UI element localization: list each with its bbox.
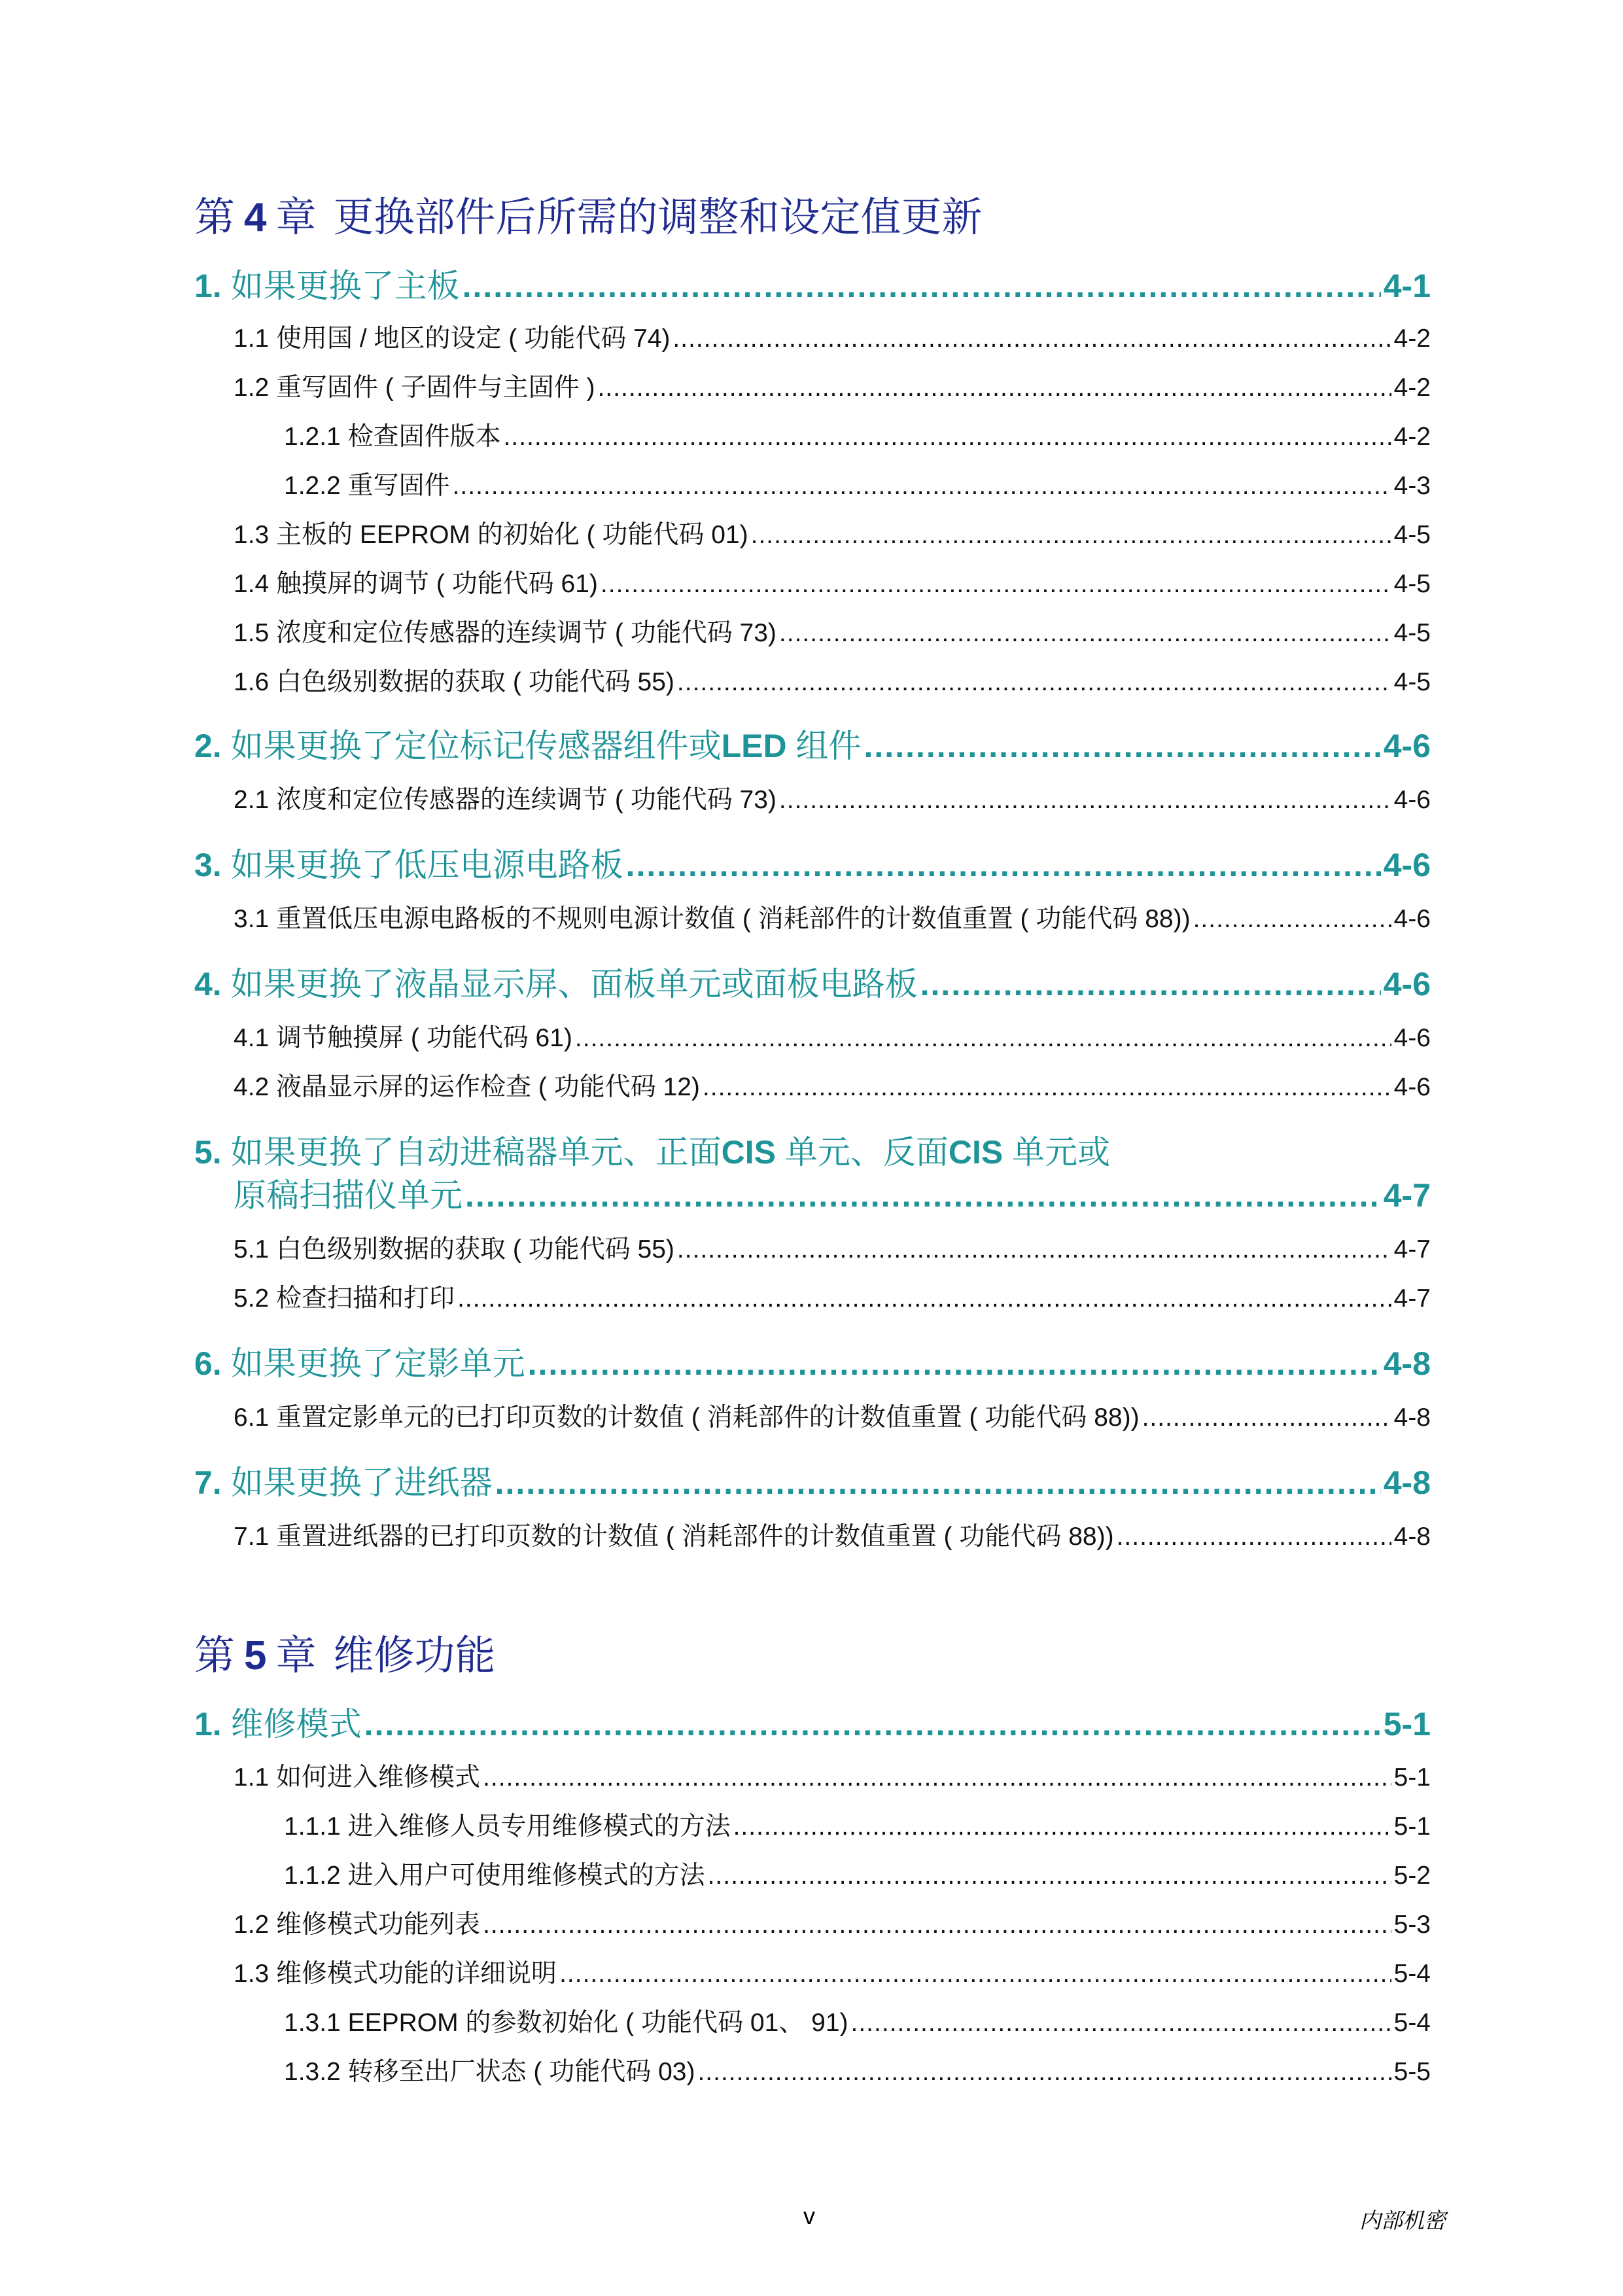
- entry-text: 1.2.2 重写固件: [284, 472, 450, 500]
- dot-leader: [364, 1705, 1381, 1743]
- section-title-c: 单元或: [1012, 1134, 1111, 1171]
- toc-section-1[interactable]: [194, 260, 1431, 307]
- page-number: 4-2: [1393, 374, 1431, 402]
- dot-leader: [851, 2009, 1391, 2038]
- section-title: 维修模式: [230, 1706, 362, 1742]
- dot-leader: [920, 965, 1381, 1003]
- section-title-cis1: CIS: [721, 1134, 776, 1171]
- chapter-title: 更换部件后所需的调整和设定值更新: [333, 195, 983, 240]
- toc-section-6[interactable]: [194, 1337, 1431, 1385]
- page-number: 5-4: [1393, 1960, 1431, 1988]
- page-number: 4-5: [1393, 619, 1431, 647]
- section-number: 3.: [194, 847, 222, 883]
- toc-ch5-entry-1-1-2[interactable]: [284, 1855, 1431, 1892]
- chapter-prefix: 第: [194, 195, 236, 240]
- toc-ch5-entry-1-1[interactable]: [234, 1757, 1431, 1793]
- page-number: 4-6: [1393, 1024, 1431, 1052]
- page-number: 5-3: [1393, 1911, 1431, 1939]
- chapter-prefix: 第: [194, 1633, 236, 1678]
- dot-leader: [504, 423, 1391, 451]
- chapter-title: 维修功能: [333, 1633, 496, 1678]
- dot-leader: [453, 472, 1391, 501]
- dot-leader: [465, 1176, 1381, 1214]
- section-number: 4.: [194, 966, 222, 1002]
- toc-entry-1-1[interactable]: [234, 318, 1431, 355]
- page-number: 4-6: [1393, 1073, 1431, 1101]
- page-number: 4-7: [1383, 1177, 1431, 1214]
- entry-text: 6.1 重置定影单元的已打印页数的计数值 ( 消耗部件的计数值重置 ( 功能代码 88)): [234, 1404, 1140, 1432]
- page-number: 4-6: [1393, 905, 1431, 933]
- dot-leader: [779, 619, 1391, 648]
- entry-text: 1.3 维修模式功能的详细说明: [234, 1960, 557, 1988]
- entry-text: 1.3 主板的 EEPROM 的初始化 ( 功能代码 01): [234, 521, 748, 549]
- entry-text: 1.1.2 进入用户可使用维修模式的方法: [284, 1862, 705, 1890]
- entry-text: 1.4 触摸屏的调节 ( 功能代码 61): [234, 570, 598, 598]
- section-title: 如果更换了定影单元: [230, 1345, 525, 1382]
- toc-section-7[interactable]: [194, 1457, 1431, 1504]
- toc-entry-6-1[interactable]: [234, 1397, 1431, 1434]
- chapter-4-heading: [194, 185, 983, 243]
- toc-entry-1-3[interactable]: [234, 514, 1431, 551]
- entry-text: 3.1 重置低压电源电路板的不规则电源计数值 ( 消耗部件的计数值重置 ( 功能代码 88)): [234, 905, 1191, 933]
- section-title-b: 组件: [795, 728, 862, 764]
- section-title-cis2: CIS: [948, 1134, 1003, 1171]
- dot-leader: [708, 1862, 1391, 1890]
- section-number: 2.: [194, 728, 222, 764]
- dot-leader: [864, 727, 1381, 765]
- section-title-line2: 原稿扫描仪单元: [234, 1177, 462, 1214]
- toc-ch5-entry-1-3-2[interactable]: [284, 2051, 1431, 2088]
- dot-leader: [733, 1812, 1391, 1841]
- dot-leader: [559, 1960, 1391, 1988]
- footer-page-number: v: [803, 2202, 815, 2229]
- section-title: 如果更换了进纸器: [230, 1464, 493, 1501]
- page-number: 4-6: [1383, 728, 1431, 764]
- dot-leader: [677, 668, 1391, 697]
- toc-ch5-section-1[interactable]: [194, 1698, 1431, 1745]
- dot-leader: [751, 521, 1391, 550]
- entry-text: 5.1 白色级别数据的获取 ( 功能代码 55): [234, 1235, 674, 1263]
- toc-ch5-entry-1-2[interactable]: [234, 1904, 1431, 1941]
- page-number: 4-3: [1393, 472, 1431, 500]
- section-title: 如果更换了主板: [230, 268, 460, 304]
- toc-entry-1-5[interactable]: [234, 612, 1431, 649]
- page-number: 4-7: [1393, 1235, 1431, 1263]
- dot-leader: [601, 570, 1391, 599]
- dot-leader: [483, 1763, 1391, 1792]
- page-number: 4-5: [1393, 570, 1431, 598]
- entry-text: 7.1 重置进纸器的已打印页数的计数值 ( 消耗部件的计数值重置 ( 功能代码 88)): [234, 1523, 1114, 1551]
- section-title-led: LED: [721, 728, 787, 764]
- dot-leader: [677, 1235, 1391, 1264]
- toc-ch5-entry-1-3[interactable]: [234, 1953, 1431, 1990]
- dot-leader: [1142, 1404, 1391, 1432]
- entry-text: 1.1 使用国 / 地区的设定 ( 功能代码 74): [234, 325, 671, 353]
- dot-leader: [495, 1464, 1381, 1502]
- section-number: 5.: [194, 1134, 222, 1171]
- footer-confidential: 内部机密: [1359, 2208, 1446, 2233]
- entry-text: 1.2.1 检查固件版本: [284, 423, 501, 451]
- chapter-number: 4: [244, 195, 267, 240]
- entry-text: 4.1 调节触摸屏 ( 功能代码 61): [234, 1024, 572, 1052]
- dot-leader: [483, 1911, 1391, 1939]
- section-title-a: 如果更换了定位标记传感器组件或: [230, 728, 722, 764]
- toc-entry-4-1[interactable]: [234, 1017, 1431, 1054]
- entry-text: 1.6 白色级别数据的获取 ( 功能代码 55): [234, 668, 674, 696]
- entry-text: 2.1 浓度和定位传感器的连续调节 ( 功能代码 73): [234, 786, 777, 814]
- dot-leader: [626, 846, 1381, 884]
- page-number: 4-8: [1383, 1464, 1431, 1501]
- toc-entry-5-1[interactable]: [234, 1229, 1431, 1265]
- toc-entry-1-2-1[interactable]: [284, 416, 1431, 453]
- entry-text: 1.1.1 进入维修人员专用维修模式的方法: [284, 1812, 731, 1841]
- toc-entry-3-1[interactable]: [234, 898, 1431, 935]
- dot-leader: [575, 1024, 1391, 1053]
- toc-entry-1-4[interactable]: [234, 563, 1431, 600]
- toc-ch5-entry-1-1-1[interactable]: [284, 1806, 1431, 1843]
- entry-text: 4.2 液晶显示屏的运作检查 ( 功能代码 12): [234, 1073, 700, 1101]
- toc-ch5-entry-1-3-1[interactable]: [284, 2002, 1431, 2039]
- page-number: 5-1: [1393, 1763, 1431, 1792]
- chapter-suffix: 章: [275, 1633, 317, 1678]
- toc-entry-4-2[interactable]: [234, 1067, 1431, 1103]
- dot-leader: [703, 1073, 1391, 1102]
- dot-leader: [528, 1345, 1381, 1383]
- page-number: 4-6: [1383, 847, 1431, 883]
- page-number: 4-2: [1393, 423, 1431, 451]
- toc-entry-2-1[interactable]: [234, 779, 1431, 816]
- entry-text: 1.2 维修模式功能列表: [234, 1911, 481, 1939]
- entry-text: 1.3.1 EEPROM 的参数初始化 ( 功能代码 01、 91): [284, 2009, 848, 2037]
- page-number: 4-6: [1383, 966, 1431, 1002]
- dot-leader: [1193, 905, 1391, 934]
- dot-leader: [598, 374, 1391, 402]
- toc-section-2[interactable]: [194, 720, 1431, 767]
- section-number: 1.: [194, 1706, 222, 1742]
- dot-leader: [779, 786, 1391, 815]
- dot-leader: [462, 267, 1381, 305]
- section-number: 7.: [194, 1464, 222, 1501]
- page-number: 4-7: [1393, 1284, 1431, 1313]
- entry-text: 1.2 重写固件 ( 子固件与主固件 ): [234, 374, 595, 402]
- page-number: 4-6: [1393, 786, 1431, 814]
- entry-text: 1.5 浓度和定位传感器的连续调节 ( 功能代码 73): [234, 619, 777, 647]
- entry-text: 1.3.2 转移至出厂状态 ( 功能代码 03): [284, 2058, 695, 2086]
- toc-section-3[interactable]: [194, 839, 1431, 886]
- dot-leader: [457, 1284, 1391, 1313]
- toc-entry-5-2[interactable]: [234, 1278, 1431, 1315]
- page-number: 5-2: [1393, 1862, 1431, 1890]
- toc-entry-1-2[interactable]: [234, 367, 1431, 404]
- dot-leader: [697, 2058, 1391, 2087]
- chapter-suffix: 章: [275, 195, 317, 240]
- section-title: 如果更换了低压电源电路板: [230, 847, 623, 883]
- page-number: 4-1: [1383, 268, 1431, 304]
- page-number: 4-5: [1393, 521, 1431, 549]
- section-title-b: 单元、反面: [784, 1134, 949, 1171]
- page-number: 5-1: [1383, 1706, 1431, 1742]
- page-number: 5-4: [1393, 2009, 1431, 2037]
- toc-entry-1-2-2[interactable]: [284, 465, 1431, 502]
- dot-leader: [672, 325, 1391, 353]
- page-number: 4-8: [1393, 1523, 1431, 1551]
- toc-section-5-line1[interactable]: [194, 1126, 1110, 1173]
- entry-text: 1.1 如何进入维修模式: [234, 1763, 481, 1792]
- page-number: 5-5: [1393, 2058, 1431, 2086]
- page-number: 5-1: [1393, 1812, 1431, 1841]
- section-title-a: 如果更换了自动进稿器单元、正面: [230, 1134, 722, 1171]
- toc-section-5-line2[interactable]: [234, 1169, 1431, 1216]
- section-number: 6.: [194, 1345, 222, 1382]
- toc-section-4[interactable]: [194, 958, 1431, 1005]
- chapter-number: 5: [244, 1633, 267, 1678]
- page-number: 4-2: [1393, 325, 1431, 353]
- toc-entry-7-1[interactable]: [234, 1516, 1431, 1553]
- section-title: 如果更换了液晶显示屏、面板单元或面板电路板: [230, 966, 918, 1002]
- chapter-5-heading: [194, 1623, 496, 1681]
- entry-text: 5.2 检查扫描和打印: [234, 1284, 455, 1313]
- toc-entry-1-6[interactable]: [234, 662, 1431, 698]
- page-number: 4-5: [1393, 668, 1431, 696]
- dot-leader: [1117, 1523, 1391, 1551]
- page-number: 4-8: [1393, 1404, 1431, 1432]
- page-number: 4-8: [1383, 1345, 1431, 1382]
- section-number: 1.: [194, 268, 222, 304]
